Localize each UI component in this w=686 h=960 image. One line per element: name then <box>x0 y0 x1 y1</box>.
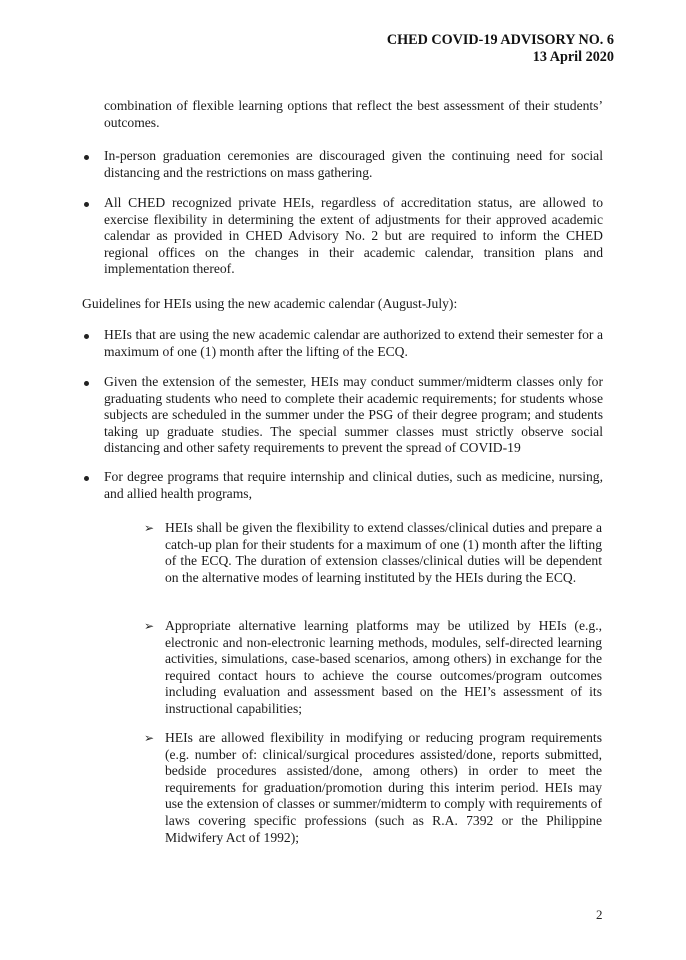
sub-bullet-catch-up-plan: HEIs shall be given the flexibility to extend classes/clinical duties and prepare a catch-up plan for their students for a maximum of one (1) month after the lifting of the ECQ. The duration of extension classes/clinical duties will be dependent on the alternative modes of learning instituted by the HEIs during the ECQ. <box>165 520 602 585</box>
sub-bullet-learning-platforms: Appropriate alternative learning platforms may be utilized by HEIs (e.g., electronic and non-electronic learning methods, modules, self-directed learning activities, simulations, case-based scenarios, among others) in exchange for the required contact hours to achieve the course outcomes/program outcomes including evaluation and assessment based on the HEI’s assessment of its instructional capabilities; <box>165 618 602 716</box>
bullet-dot-icon <box>84 334 89 339</box>
document-header <box>387 32 614 66</box>
bullet-private-heis: All CHED recognized private HEIs, regardless of accreditation status, are allowed to exercise flexibility in determining the extent of adjustments for their approved academic calendar as provided in CHED Advisory No. 2 but are required to inform the CHED regional offices on the changes in their academic calendar, transition plans and implementation thereof. <box>104 195 603 277</box>
section-heading: Guidelines for HEIs using the new academic calendar (August-July): <box>82 296 458 311</box>
arrow-right-icon: ➢ <box>144 619 155 633</box>
bullet-dot-icon <box>84 381 89 386</box>
bullet-dot-icon <box>84 155 89 160</box>
advisory-title: CHED COVID-19 ADVISORY NO. 6 <box>386 32 614 48</box>
page-number: 2 <box>596 907 603 922</box>
sub-bullet-program-requirements: HEIs are allowed flexibility in modifying or reducing program requirements (e.g. number of: clinical/surgical procedures assisted/done, reports submitted, bedside procedures assisted/done, among others) in order to meet the requirements for graduation/promotion during this interim period. HEIs may use the extension of classes or summer/midterm to comply with requirements of laws covering specific professions (such as R.A. 7392 or the Philippine Midwifery Act of 1992); <box>165 730 602 845</box>
continuation-paragraph: combination of flexible learning options that reflect the best assessment of their students’ outcomes. <box>104 98 603 130</box>
bullet-internship-programs: For degree programs that require internship and clinical duties, such as medicine, nursing, and allied health programs, <box>104 469 603 501</box>
bullet-dot-icon <box>84 476 89 481</box>
bullet-graduation-ceremonies: In-person graduation ceremonies are discouraged given the continuing need for social distancing and the restrictions on mass gathering. <box>104 148 603 180</box>
bullet-dot-icon <box>84 202 89 207</box>
bullet-summer-classes: Given the extension of the semester, HEIs may conduct summer/midterm classes only for graduating students who need to complete their academic requirements; for students whose subjects are scheduled in the summer under the PSG of their degree program; and students taking up graduate studies. The special summer classes must strictly observe social distancing and other safety requirements to prevent the spread of COVID-19 <box>104 374 603 456</box>
arrow-right-icon: ➢ <box>144 731 155 745</box>
advisory-date: 13 April 2020 <box>532 49 614 65</box>
bullet-extend-semester: HEIs that are using the new academic calendar are authorized to extend their semester for a maximum of one (1) month after the lifting of the ECQ. <box>104 327 603 359</box>
arrow-right-icon: ➢ <box>144 521 155 535</box>
